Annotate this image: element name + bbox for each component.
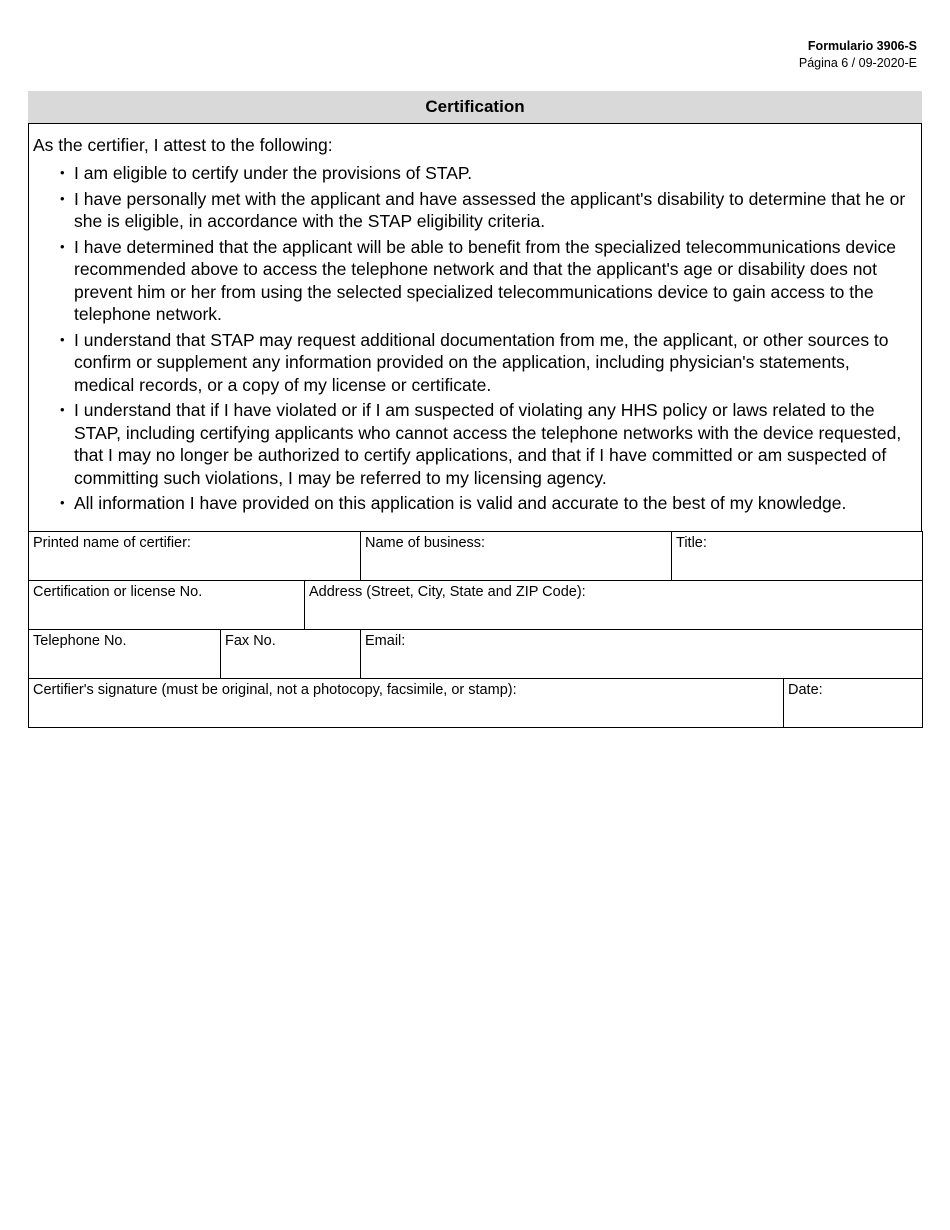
- fax-field[interactable]: [221, 629, 361, 678]
- signature-field[interactable]: [29, 678, 784, 727]
- email-label: Email:: [365, 632, 406, 649]
- attestation-text: I have personally met with the applicant and have assessed the applicant's disability to determine that he or she is eligible, in accordance with the STAP eligibility criteria.: [74, 188, 906, 231]
- printed-name-field[interactable]: [29, 531, 361, 580]
- form-number: Formulario 3906-S: [807, 39, 917, 53]
- address-input[interactable]: [309, 603, 918, 623]
- telephone-input[interactable]: [33, 652, 216, 672]
- bullet-icon: •: [60, 402, 65, 417]
- address-field[interactable]: [305, 580, 923, 629]
- certification-section: [28, 91, 922, 728]
- form-header: [799, 38, 917, 72]
- section-title: Certification: [28, 91, 922, 124]
- date-input[interactable]: [788, 701, 918, 721]
- attestation-item: [33, 399, 911, 489]
- business-name-field[interactable]: [361, 531, 672, 580]
- business-name-input[interactable]: [365, 554, 667, 574]
- bullet-icon: •: [60, 190, 65, 206]
- license-no-field[interactable]: [29, 580, 305, 629]
- attestation-text: I am eligible to certify under the provisions of STAP.: [74, 163, 473, 183]
- license-no-input[interactable]: [33, 603, 300, 623]
- date-label: Date:: [788, 681, 823, 698]
- attestation-block: [28, 124, 922, 531]
- email-field[interactable]: [361, 629, 923, 678]
- attestation-item: [33, 188, 911, 233]
- telephone-field[interactable]: [29, 629, 221, 678]
- title-field[interactable]: [672, 531, 923, 580]
- attestation-item: [33, 236, 911, 326]
- attestation-text: I have determined that the applicant will be able to benefit from the specialized telecommunications device recommended above to access the telephone network and that the applicant's age or disability does not prevent him or her from using the selected specialized telecommunications device to gain access to the telephone network.: [74, 236, 896, 324]
- printed-name-input[interactable]: [33, 554, 356, 574]
- address-label: Address (Street, City, State and ZIP Code):: [309, 583, 586, 600]
- fax-input[interactable]: [225, 652, 356, 672]
- attestation-text: I understand that STAP may request additional documentation from me, the applicant, or other sources to confirm or supplement any information provided on the application, including physician's statements, medical records, or a copy of my license or certificate.: [74, 329, 889, 395]
- bullet-icon: •: [60, 331, 65, 347]
- title-label: Title:: [676, 534, 707, 551]
- license-no-label: Certification or license No.: [33, 583, 203, 600]
- telephone-label: Telephone No.: [33, 632, 127, 649]
- email-input[interactable]: [365, 652, 918, 672]
- page-info: Página 6 / 09-2020-E: [798, 56, 917, 70]
- attestation-text: I understand that if I have violated or if I am suspected of violating any HHS policy or laws related to the STAP, including certifying applicants who cannot access the telephone networks with the device requested, that I may no longer be authorized to certify applications, and that if I have committed or am suspected of committing such violations, I may be referred to my licensing agency.: [74, 400, 902, 488]
- attestation-text: All information I have provided on this application is valid and accurate to the best of my knowledge.: [74, 493, 847, 513]
- attestation-item: [33, 329, 911, 397]
- date-field[interactable]: [784, 678, 923, 727]
- attestation-list: [33, 162, 911, 515]
- signature-label: Certifier's signature (must be original, not a photocopy, facsimile, or stamp):: [33, 681, 517, 698]
- title-input[interactable]: [676, 554, 918, 574]
- certifier-info-table: [28, 531, 923, 728]
- fax-label: Fax No.: [225, 632, 276, 649]
- signature-input[interactable]: [33, 701, 779, 721]
- bullet-icon: •: [60, 238, 65, 254]
- attestation-item: [33, 162, 911, 185]
- bullet-icon: •: [60, 165, 65, 180]
- printed-name-label: Printed name of certifier:: [33, 534, 191, 551]
- business-name-label: Name of business:: [365, 534, 486, 551]
- bullet-icon: •: [60, 495, 65, 510]
- attestation-item: [33, 492, 911, 515]
- attestation-intro: As the certifier, I attest to the following:: [33, 135, 333, 155]
